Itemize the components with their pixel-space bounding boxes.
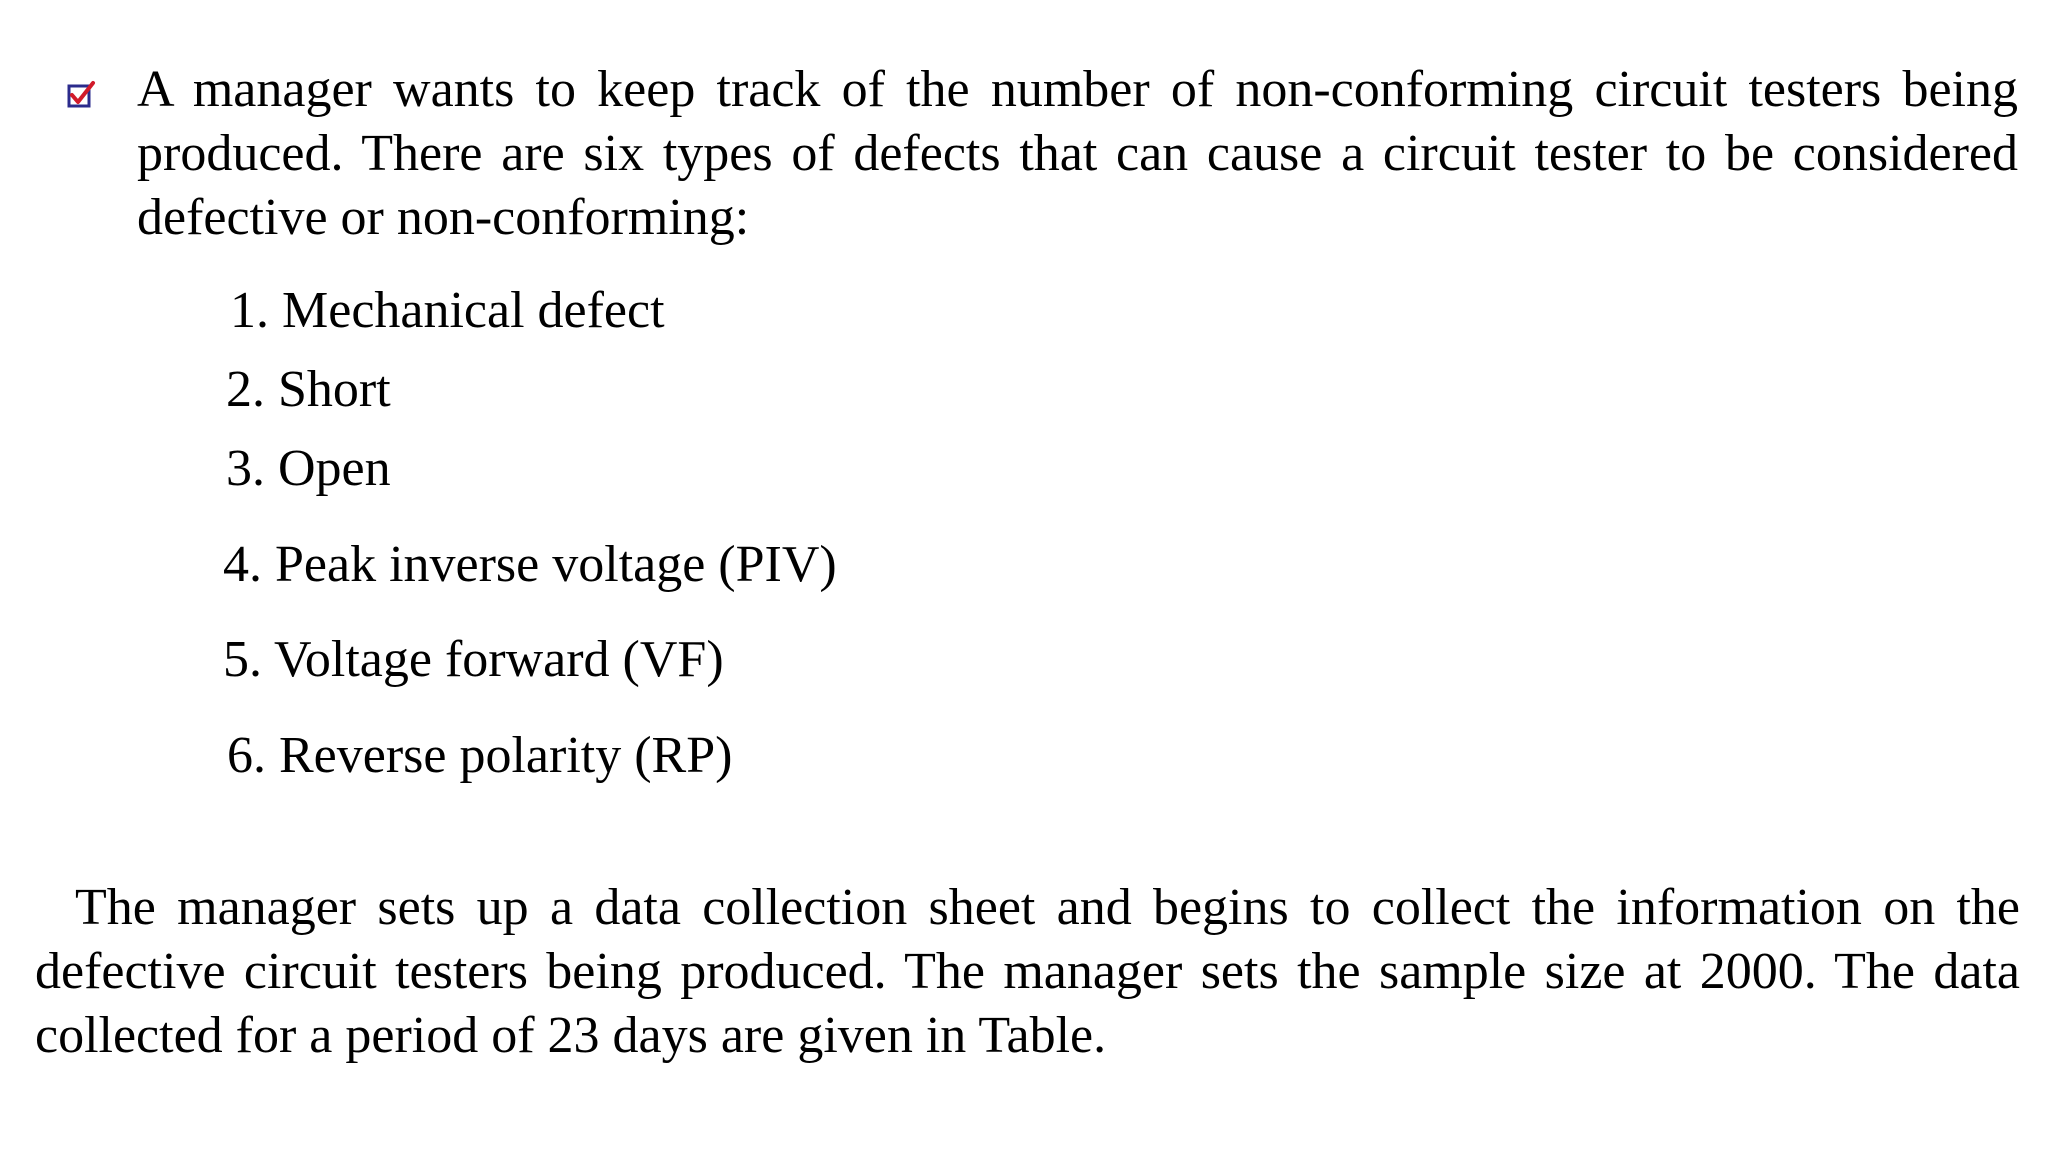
- defect-item-rp: 6. Reverse polarity (RP): [227, 727, 733, 784]
- defect-item-short: 2. Short: [226, 361, 391, 418]
- intro-paragraph: A manager wants to keep track of the number of non-conforming circuit testers being produced. There are six types of defects that can cause a circuit tester to be considered defective or non-conforming:: [137, 61, 2018, 246]
- defect-item-piv: 4. Peak inverse voltage (PIV): [223, 536, 837, 593]
- checkbox-checked-icon: [66, 80, 96, 110]
- defect-item-vf: 5. Voltage forward (VF): [223, 631, 724, 688]
- defect-item-open: 3. Open: [226, 440, 391, 497]
- outro-paragraph: The manager sets up a data collection sheet and begins to collect the information on the defective circuit testers being produced. The manager sets the sample size at 2000. The data collected for a period of 23 days are given in Table.: [35, 879, 2020, 1064]
- defect-item-mechanical: 1. Mechanical defect: [230, 282, 665, 339]
- intro-bullet: [60, 58, 2020, 250]
